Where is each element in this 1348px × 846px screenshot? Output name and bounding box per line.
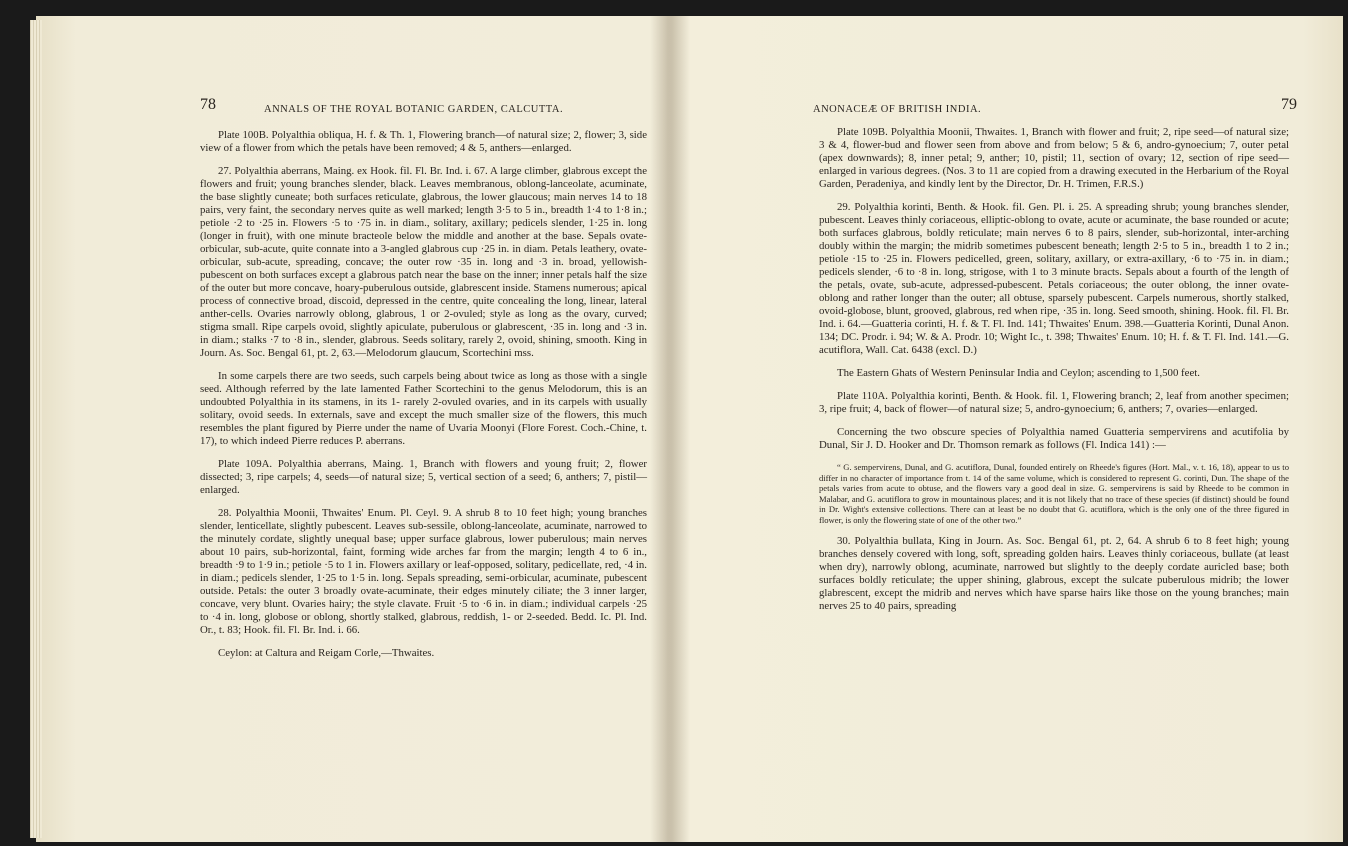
paragraph: 27. Polyalthia aberrans, Maing. ex Hook. fil. Fl. Br. Ind. i. 67. A large climber, glabrous except the flowers and fruit; young branches slender, black. Leaves membranous, oblong-lanceolate, acuminate, the base slightly cuneate; both surfaces reticulate, glabrous, the lower glaucous; main nerves 14 to 18 pairs, very faint, the secondary nerves quite as well marked; length 3·5 to 5 in., breadth 1·4 to 1·8 in.; petiole ·2 to ·25 in. Flowers ·5 to ·75 in. in diam., solitary, axillary; pedicels slender, 1·25 in. long (longer in fruit), with one minute bracteole below the middle and another at the base. Sepals ovate-orbicular, sub-acute, quite connate into a 3-angled glabrous cup ·25 in. in diam. Petals leathery, ovate-orbicular, sub-acute, spreading, concave; the outer row ·35 in. long and ·3 in. broad, yellowish-pubescent on both surfaces except a glabrous patch near the base on the inner; inner petals half the size of the outer but more concave, hoary-puberulous outside, glabrescent inside. Stamens numerous; apical process of connective broad, discoid, depressed in the centre, quite concealing the long, linear, lateral anther-cells. Ovaries narrowly oblong, glabrous, 1 or 2-ovuled; style as long as the ovary, curved; stigma small. Ripe carpels ovoid, slightly apiculate, puberulous or glabrescent, ·35 in. long and ·3 in. in diam.; stalks ·7 to ·8 in., slender, glabrous. Seeds solitary, rarely 2, ovoid, shining, smooth. King in Journ. As. Soc. Bengal 61, pt. 2, 63.—Melodorum glaucum, Scortechini mss. — [200, 165, 647, 359]
page-edges — [30, 20, 42, 838]
paragraph: 29. Polyalthia korinti, Benth. & Hook. fil. Gen. Pl. i. 25. A spreading shrub; young branches slender, pubescent. Leaves thinly coriaceous, elliptic-oblong to ovate, acute or acuminate, the base rounded or acute; both surfaces glabrous, boldly reticulate; main nerves 6 to 8 pairs, slender, sub-horizontal, inter-arching doubly within the margin; the midrib sometimes pubescent beneath; length 2·5 to 5 in., breadth 1 to 2 in.; petiole ·15 to ·25 in. Flowers pedicelled, green, solitary, axillary, or extra-axillary, ·6 to ·75 in. in diam.; pedicels slender, ·6 to ·8 in. long, strigose, with 1 to 3 minute bracts. Sepals about a fourth of the length of the petals, ovate, sub-acute, adpressed-pubescent. Petals coriaceous; the outer oblong, the inner ovate-oblong and rather longer than the outer; all obtuse, sparsely pubescent. Carpels numerous, shortly stalked, ovoid-globose, blunt, grooved, glabrous, red when ripe, ·35 in. long. Seed smooth, shining. Hook. fil. Fl. Br. Ind. i. 64.—Guatteria corinti, H. f. & T. Fl. Ind. 141; Thwaites' Enum. 398.—Guatteria Korinti, Dunal Anon. 134; DC. Prodr. i. 94; W. & A. Prodr. 10; Wight Ic., t. 398; Thwaites' Enum. 10; H. f. & T. Fl. Ind. 141.—G. acutiflora, Wall. Cat. 6438 (excl. D.) — [819, 201, 1289, 356]
book-gutter — [650, 16, 690, 842]
running-head: ANONACEÆ OF BRITISH INDIA. — [813, 104, 982, 115]
paragraph: Plate 110A. Polyalthia korinti, Benth. & Hook. fil. 1, Flowering branch; 2, leaf from another specimen; 3, ripe fruit; 4, back of flower—of natural size; 5, andro-gynoecium; 6, anthers; 7, ovaries—enlarged. — [819, 390, 1289, 415]
left-body — [200, 129, 647, 670]
footnote-quote: “ G. sempervirens, Dunal, and G. acutiflora, Dunal, founded entirely on Rheede's figures (Hort. Mal., v. t. 16, 18), appear to us to differ in no character of importance from t. 14 of the same volume, which is considered to represent G. corinti, Dun. The shape of the petals varies from acute to obtuse, and the flowers vary a good deal in size. G. sempervirens is said by Rheede to be common in Malabar, and G. acutiflora to grow in mountainous places; and it is not likely that no trace of these species (if distinct) should be found in Dr. Wight's extensive collections. There can at least be no doubt that G. acutiflora, which is the only one of the three figured in flower, is only the flowering state of one of the other two.” — [819, 462, 1289, 525]
paragraph: Plate 109B. Polyalthia Moonii, Thwaites. 1, Branch with flower and fruit; 2, ripe seed—of natural size; 3 & 4, flower-bud and flower seen from above and from below; 5 & 6, andro-gynoecium; 7, outer petal (apex downwards); 8, inner petal; 9, anther; 10, pistil; 11, section of ovary; 12, section of ripe seed—enlarged in various degrees. (Nos. 3 to 11 are copied from a drawing executed in the Herbarium of the Royal Garden, Peradeniya, and kindly lent by the Director, Dr. H. Trimen, F.R.S.) — [819, 126, 1289, 190]
left-page — [36, 16, 671, 842]
paragraph: 30. Polyalthia bullata, King in Journ. As. Soc. Bengal 61, pt. 2, 64. A shrub 6 to 8 feet high; young branches densely covered with long, soft, spreading golden hairs. Leaves thinly coriaceous, bullate (at least when dry), narrowly oblong, acuminate, narrowed but slightly to the deeply cordate auricled base; both surfaces boldly reticulate; the upper shining, glabrous, except the sulcate puberulous midrib; the lower glabrescent, except the midrib and nerves which have sparse hairs like those on the young branches; main nerves 25 to 40 pairs, spreading — [819, 535, 1289, 612]
page-number: 79 — [1281, 96, 1297, 113]
paragraph: Plate 109A. Polyalthia aberrans, Maing. 1, Branch with flowers and young fruit; 2, flower dissected; 3, ripe carpels; 4, seeds—of natural size; 5, vertical section of a seed; 6, anthers; 7, pistil—enlarged. — [200, 458, 647, 496]
paragraph: Plate 100B. Polyalthia obliqua, H. f. & Th. 1, Flowering branch—of natural size; 2, flower; 3, side view of a flower from which the petals have been removed; 4 & 5, anthers—enlarged. — [200, 129, 647, 154]
paragraph: Ceylon: at Caltura and Reigam Corle,—Thwaites. — [218, 647, 435, 659]
paragraph: Concerning the two obscure species of Polyalthia named Guatteria sempervirens and acutifolia by Dunal, Sir J. D. Hooker and Dr. Thomson remark as follows (Fl. Indica 141) :— — [819, 426, 1289, 451]
right-body — [819, 126, 1289, 623]
page-number: 78 — [200, 96, 216, 113]
right-page — [671, 16, 1343, 842]
running-head: ANNALS OF THE ROYAL BOTANIC GARDEN, CALCUTTA. — [264, 104, 564, 115]
paragraph: The Eastern Ghats of Western Peninsular India and Ceylon; ascending to 1,500 feet. — [837, 367, 1200, 379]
paragraph: 28. Polyalthia Moonii, Thwaites' Enum. Pl. Ceyl. 9. A shrub 8 to 10 feet high; young branches slender, lenticellate, slightly pubescent. Leaves sub-sessile, oblong-lanceolate, acuminate, narrowed to the minutely cordate, slightly unequal base; upper surface glabrous, lower puberulous; main nerves about 10 pairs, sub-horizontal, faint, forming wide arches far from the margin; length 4 to 6 in., breadth ·9 to 1·9 in.; petiole ·5 to 1 in. Flowers axillary or leaf-opposed, solitary, pedicellate, red, ·4 in. in diam.; pedicels slender, 1·25 to 1·5 in. long. Sepals spreading, semi-orbicular, acuminate, pubescent outside. Petals: the outer 3 broadly ovate-acuminate, their edges minutely ciliate; the 3 inner larger, concave, very blunt. Ovaries hairy; the style clavate. Fruit ·5 to ·6 in. in diam.; individual carpels ·25 to ·4 in. long, globose or oblong, shortly stalked, glabrous, reddish, 1- or 2-seeded. Bedd. Ic. Pl. Ind. Or., t. 83; Hook. fil. Fl. Br. Ind. i. 66. — [200, 507, 647, 636]
paragraph: In some carpels there are two seeds, such carpels being about twice as long as those with a single seed. Although referred by the late lamented Father Scortechini to the genus Melodorum, this is an undoubted Polyalthia in its stamens, in its 1- rarely 2-ovuled ovaries, and in its carpels with usually solitary, ovoid seeds. In externals, save and except the much smaller size of the flowers, this much resembles the plant figured by Pierre under the name of Uvaria Moonyi (Flore Forest. Coch.-Chine, t. 17), to which indeed Pierre reduces P. aberrans. — [200, 370, 647, 447]
